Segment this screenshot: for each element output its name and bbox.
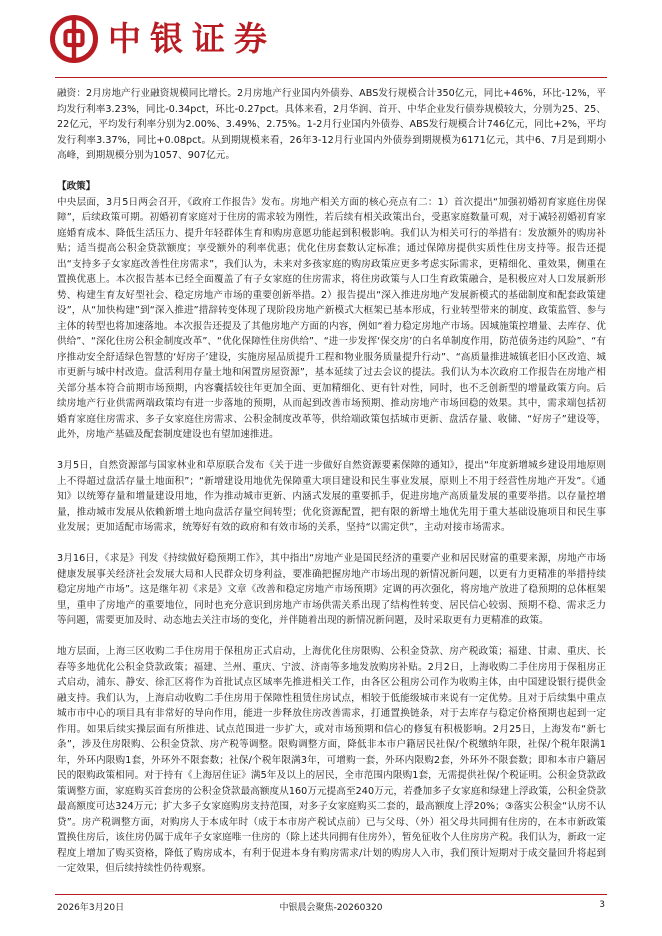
qiushi-paragraph: 3月16日，《求是》刊发《持续做好稳预期工作》，其中指出“房地产业是国民经济的重要产业和居民财富的重要来源，房地产市场健康发展事关经济社会发展大局和人民群众切身利益，要准确把握房地产市场出现的新情况新问题，以更有力更精准的举措持续稳定房地产市场”。这是继年初《求是》文章《改善和稳定房地产市场预期》定调的再次强化，将房地产放进了稳预期的总体框架里，重申了房地产的重要地位，同时也充分意识到房地产市场供需关系出现了结构性转变、居民信心较弱、预期不稳、需求乏力等问题，需要更加及时、动态地去关注市场的变化，并伴随着出现的新情况新问题，及时采取更有力更精准的政策。 bbox=[57, 553, 606, 626]
brand-name: 中银证券 bbox=[108, 19, 276, 58]
page-footer bbox=[55, 898, 607, 918]
central-policy-paragraph: 中央层面，3月5日两会召开，《政府工作报告》发布。房地产相关方面的核心亮点有二：1）首次提出“加强初婚初育家庭住房保障”，后续政策可期。初婚初育家庭对于住房的需求较为刚性，若后续有相关政策出台，受惠家庭数量可观，对于减轻初婚初育家庭婚育成本、降低生活压力、提升年轻群体生育和购房意愿功能起到积极影响。我们认为相关可行的举措有：发放额外的购房补贴；适当提高公积金贷款额度；享受额外的利率优惠；优化住房套数认定标准；通过保障房提供实质性住房支持等。报告还提出“支持多子女家庭改善性住房需求”，我们认为，未来对多孩家庭的购房政策应更多考虑实际需求，更精细化、重效果，侧重在置换优惠上。本次报告基本已经全面覆盖了有子女家庭的住房需求，将住房政策与人口生育政策融合，是积极应对人口发展新形势、构建生育友好型社会、稳定房地产市场的重要创新举措。2）报告提出“深入推进房地产发展新模式的基础制度和配套政策建设”，从“加快构建”到“深入推进”措辞转变体现了现阶段房地产新模式大框架已基本形成，行业转型带来的制度、政策监管、参与主体的转型也将加速落地。本次报告还提及了其他房地产方面的内容，例如“着力稳定房地产市场。因城施策控增量、去库存、优供给”、“深化住房公积金制度改革”、“优化保障性住房供给”、“进一步发挥‘保交房’的白名单制度作用，防范债务违约风险”、“有序推动安全舒适绿色智慧的‘好房子’建设，实施房屋品质提升工程和物业服务质量提升行动”、“高质量推进城镇老旧小区改造、城市更新与城中村改造。盘活利用存量土地和闲置房屋资源”，基本延续了过去会议的提法。我们认为本次政府工作报告在房地产相关部分基本符合前期市场预期，内容囊括较往年更加全面、更加精细化、更有针对性，同时，也不乏创新型的增量政策方向。后续房地产行业供需两端政策均有进一步落地的预期，从而起到改善市场预期、推动房地产市场回稳的效果。其中，需求端包括初婚育家庭住房需求、多子女家庭住房需求、公积金制度改革等，供给端政策包括城市更新、盘活存量、收储、“好房子”建设等，此外，房地产基础及配套制度建设也有望加速推进。 bbox=[57, 196, 606, 440]
local-policy-paragraph: 地方层面，上海三区收购二手住房用于保租房正式启动，上海优化住房限购、公积金贷款、房产税政策；福建、甘肃、重庆、长春等多地优化公积金贷款政策；福建、兰州、重庆、宁波、济南等多地发放购房补贴。2月2日，上海收购二手住房用于保租房正式启动，浦东、静安、徐汇区将作为首批试点区域率先推进相关工作，由各区公租房公司作为收购主体，由中国建设银行提供金融支持。我们认为，上海启动收购二手住房用于保障性租赁住房试点，相较于低能级城市来说有一定优势。且对于后续集中重点城市市中心的项目具有非常好的导向作用，能进一步释放住房改善需求，打通置换链条，对于去库存与稳定价格预期也起到一定作用。如果后续实操层面有所推进、试点范围进一步扩大，或对市场预期和信心的修复有积极影响。2月25日，上海发布“新七条”，涉及住房限购、公积金贷款、房产税等调整。限购调整方面，降低非本市户籍居民社保/个税缴纳年限，社保/个税年限满1年，外环内限购1套，外环外不限套数；社保/个税年限满3年，可增购一套，外环内限购2套，外环外不限套数；即和本市户籍居民的限购政策相同。对于持有《上海居住证》满5年及以上的居民，全市范围内限购1套，无需提供社保/个税证明。公积金贷款政策调整方面，家庭购买首套房的公积金贷款最高额度从160万元提高至240万元，若叠加多子女家庭和绿建上浮政策，公积金贷款最高额度可达324万元；扩大多子女家庭购房支持范围，对多子女家庭购买二套的，最高额度上浮20%；③落实公积金“认房不认贷”。房产税调整方面，对购房人于本成年时（成于本市房产税试点前）已与父母、（外）祖父母共同拥有住房的，在本市新政策置换住房后，该住房仍属于成年子女家庭唯一住房的（除上述共同拥有住房外），暂免征收个人住房房产税。我们认为，新政一定程度上增加了购买资格，降低了购房成本，有利于促进本身有购房需求/计划的购房人入市，我们预计短期对于成交量回升将起到一定效果，但后续持续性仍待观察。 bbox=[57, 646, 606, 874]
financing-paragraph: 融资：2月房地产行业融资规模同比增长。2月房地产行业国内外债券、ABS发行规模合计350亿元，同比+46%，环比-12%，平均发行利率3.23%，同比-0.34pct，环比-0.27pct。具体来看，2月华润、首开、中华企业发行债券规模较大，分别为25、25、22亿元，平均发行利率分别为2.00%、3.49%、2.75%。1-2月行业国内外债券、ABS发行规模合计746亿元，同比+2%，平均发行利率3.37%，同比+0.08pct。从到期规模来看，26年3-12月行业国内外债券到期规模为6171亿元，其中6、7月是到期小高峰，到期规模分别为1057、907亿元。 bbox=[57, 88, 606, 161]
section-title-policy: 【政策】 bbox=[57, 181, 96, 192]
page-header bbox=[0, 0, 662, 80]
report-body bbox=[57, 86, 606, 877]
footer-date: 2026年3月20日 bbox=[57, 903, 125, 913]
bank-of-china-logo-icon bbox=[50, 15, 98, 63]
header-rule bbox=[55, 77, 607, 78]
land-supply-paragraph: 3月5日，自然资源部与国家林业和草原联合发布《关于进一步做好自然资源要素保障的通知》，提出“年度新增城乡建设用地原则上不得超过盘活存量土地面积”；“新增建设用地优先保障重大项目建设和民生事业发展，原则上不用于经营性房地产开发”。《通知》以统筹存量和增量建设用地，作为推动城市更新、内涵式发展的重要抓手，促进房地产高质量发展的重要举措。以存量控增量，推动城市发展从依赖新增土地向盘活存量空间转型；优化资源配置，把有限的新增土地优先用于重大基础设施项目和民生事业发展；更加适配市场需求，统筹好有效的政府和有效市场的关系，坚持“以需定供”，主动对接市场需求。 bbox=[57, 460, 606, 533]
page-number: 3 bbox=[599, 900, 605, 910]
footer-doc-title: 中银晨会聚焦-20260320 bbox=[279, 903, 383, 913]
footer-rule bbox=[55, 894, 607, 895]
